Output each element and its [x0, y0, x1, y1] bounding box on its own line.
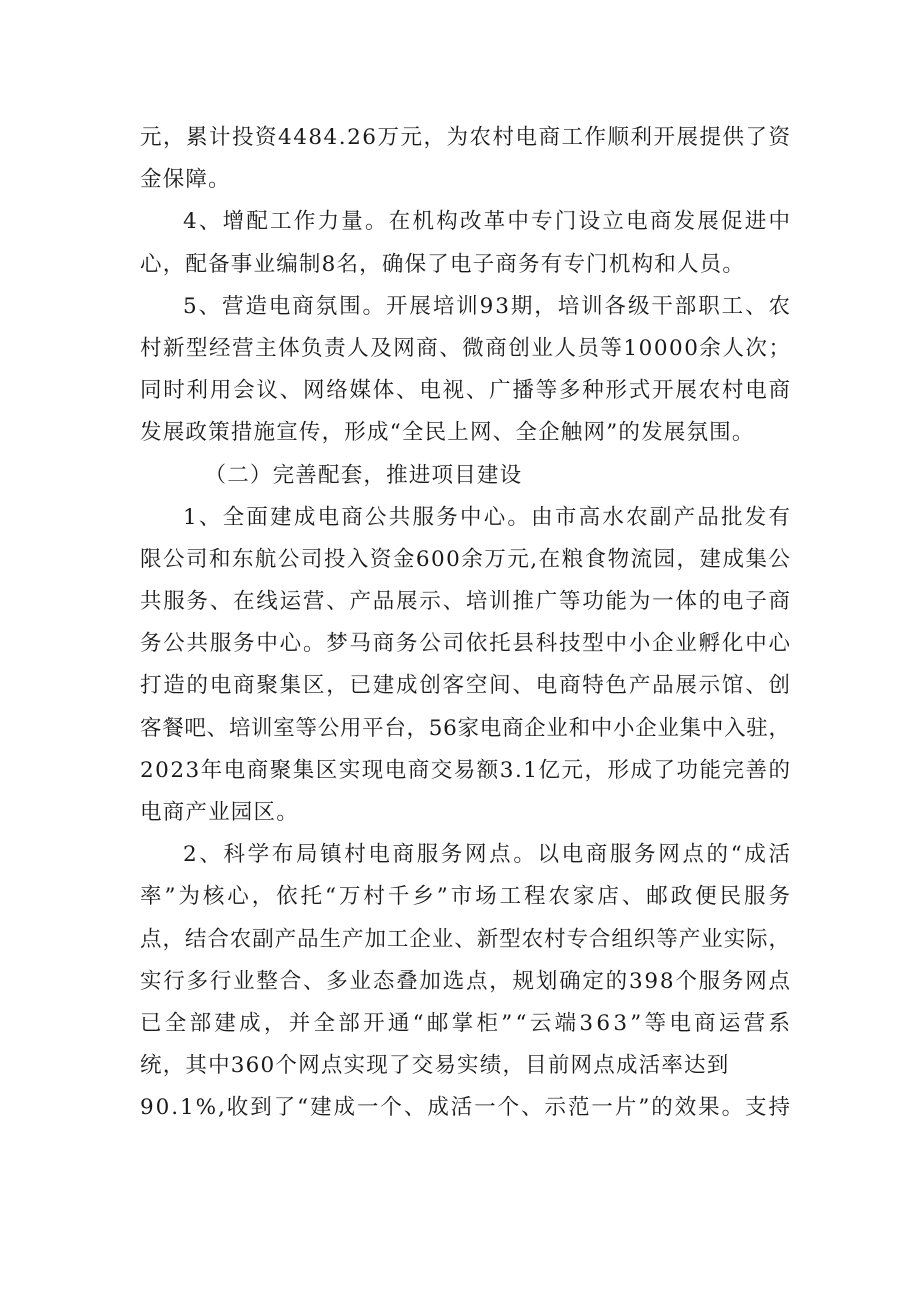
paragraph-line: 5、营造电商氛围。开展培训93期，培训各级干部职工、农	[183, 293, 792, 319]
paragraph-line: 打造的电商聚集区，已建成创客空间、电商特色产品展示馆、创	[140, 673, 792, 699]
paragraph-line: 点，结合农副产品生产加工企业、新型农村专合组织等产业实际，	[140, 926, 791, 952]
paragraph-line: 电商产业园区。	[140, 800, 299, 825]
paragraph-line: 客餐吧、培训室等公用平台，56家电商企业和中小企业集中入驻，	[140, 715, 791, 741]
section-heading: （二）完善配套，推进项目建设	[204, 462, 523, 488]
paragraph-line: 1、全面建成电商公共服务中心。由市高水农副产品批发有	[183, 504, 793, 530]
paragraph-line: 务公共服务中心。梦马商务公司依托县科技型中小企业孵化中心	[140, 631, 792, 657]
document-body	[140, 117, 794, 1130]
paragraph-line: 心，配备事业编制8名，确保了电子商务有专门机构和人员。	[140, 251, 746, 277]
paragraph-line: 金保障。	[140, 167, 231, 193]
paragraph-line: 2、科学布局镇村电商服务网点。以电商服务网点的“成活	[183, 842, 793, 868]
paragraph-line: 统，其中360个网点实现了交易实绩，目前网点成活率达到	[140, 1053, 730, 1079]
paragraph-line: 发展政策措施宣传，形成“全民上网、全企触网”的发展氛围。	[140, 420, 755, 446]
paragraph-line: 4、增配工作力量。在机构改革中专门设立电商发展促进中	[183, 209, 793, 235]
paragraph-line: 率”为核心，依托“万村千乡”市场工程农家店、邮政便民服务	[140, 884, 793, 910]
paragraph-line: 实行多行业整合、多业态叠加选点，规划确定的398个服务网点	[140, 968, 792, 994]
paragraph-line: 村新型经营主体负责人及网商、微商创业人员等10000余人次；	[140, 335, 792, 361]
paragraph-line: 元，累计投资4484.26万元，为农村电商工作顺利开展提供了资	[140, 125, 792, 150]
paragraph-line: 2023年电商聚集区实现电商交易额3.1亿元，形成了功能完善的	[140, 757, 792, 783]
paragraph-line: 共服务、在线运营、产品展示、培训推广等功能为一体的电子商	[140, 589, 792, 615]
paragraph-line: 限公司和东航公司投入资金600余万元,在粮食物流园，建成集公	[140, 546, 792, 572]
paragraph-line: 已全部建成，并全部开通“邮掌柜”“云端363”等电商运营系	[140, 1010, 794, 1036]
paragraph-line: 同时利用会议、网络媒体、电视、广播等多种形式开展农村电商	[140, 378, 792, 404]
paragraph-line: 90.1%,收到了“建成一个、成活一个、示范一片”的效果。支持	[140, 1095, 792, 1121]
